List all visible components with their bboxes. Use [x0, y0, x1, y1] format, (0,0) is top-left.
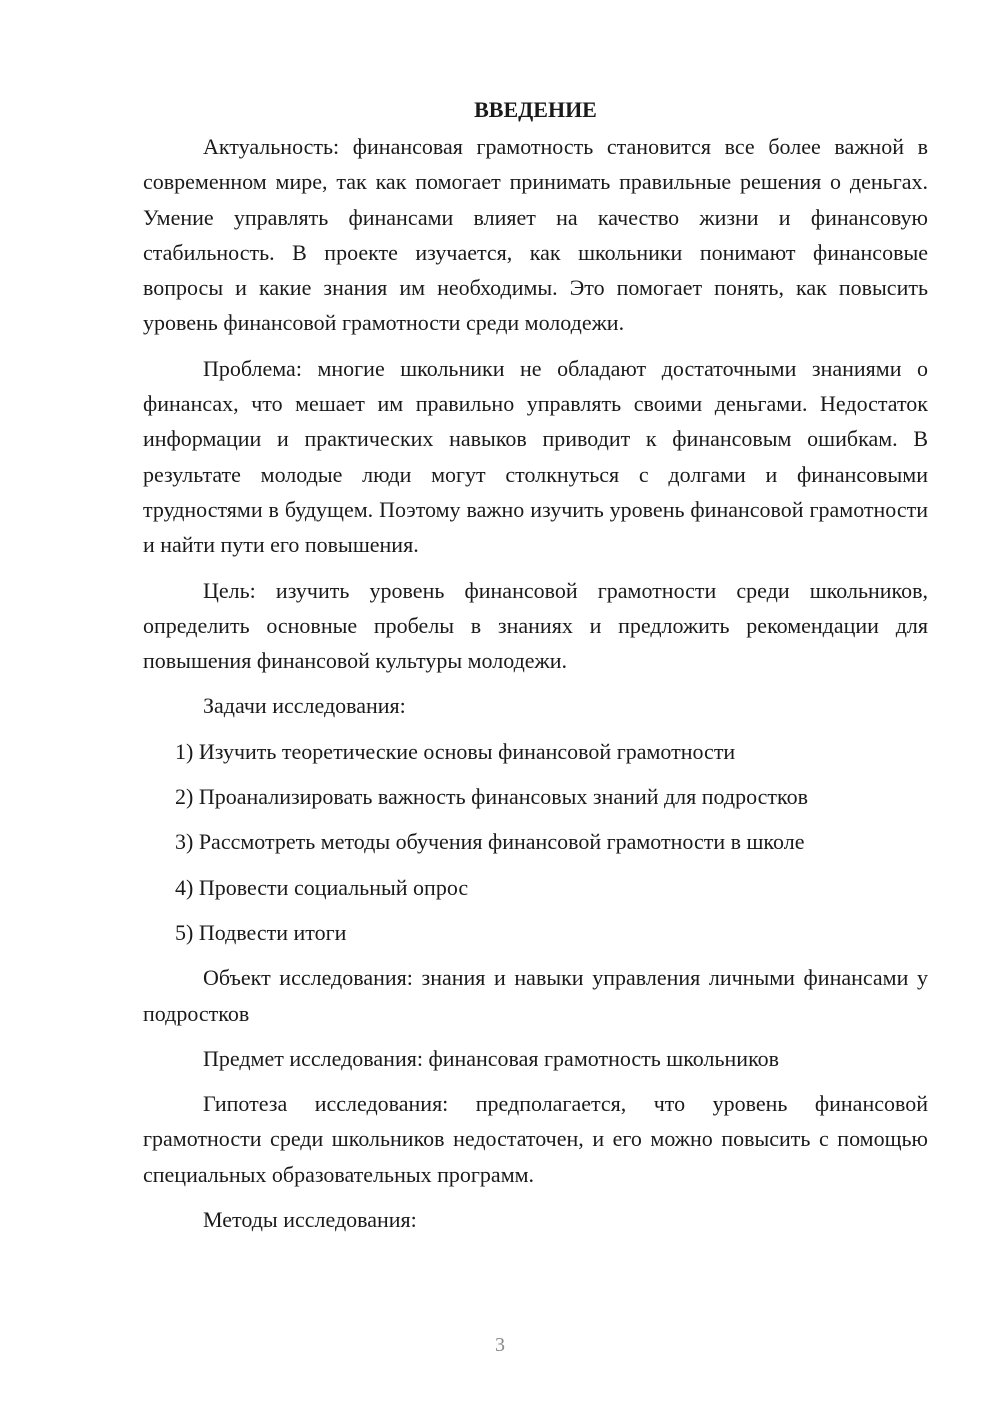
methods-heading: Методы исследования:	[203, 1207, 417, 1233]
section-title: ВВЕДЕНИЕ	[474, 97, 597, 122]
hypothesis-paragraph: Гипотеза исследования: предполагается, что уровень финансовой грамотности среди школьников недостаточен, и его можно повысить с помощью специальных образовательных программ.	[143, 1091, 928, 1187]
list-item: 5) Подвести итоги	[175, 919, 347, 945]
relevance-paragraph: Актуальность: финансовая грамотность становится все более важной в современном мире, так как помогает принимать правильные решения о деньгах. Умение управлять финансами влияет на качество жизни и финансовую стабильность. В проекте изучается, как школьники понимают финансовые вопросы и какие знания им необходимы. Это помогает понять, как повысить уровень финансовой грамотности среди молодежи.	[143, 134, 928, 336]
problem-paragraph: Проблема: многие школьники не обладают достаточными знаниями о финансах, что мешает им правильно управлять своими деньгами. Недостаток информации и практических навыков приводит к финансовым ошибкам. В результате молодые люди могут столкнуться с долгами и финансовыми трудностями в будущем. Поэтому важно изучить уровень финансовой грамотности и найти пути его повышения.	[143, 355, 928, 558]
document-page	[143, 95, 928, 1247]
list-item: 4) Провести социальный опрос	[175, 874, 469, 900]
tasks-list	[143, 734, 928, 950]
subject-paragraph: Предмет исследования: финансовая грамотность школьников	[203, 1045, 780, 1071]
page-number: 3	[495, 1334, 505, 1356]
tasks-heading: Задачи исследования:	[203, 693, 406, 719]
list-item: 3) Рассмотреть методы обучения финансовой грамотности в школе	[175, 829, 805, 855]
goal-paragraph: Цель: изучить уровень финансовой грамотности среди школьников, определить основные пробелы в знаниях и предложить рекомендации для повышения финансовой культуры молодежи.	[143, 577, 928, 674]
list-item: 2) Проанализировать важность финансовых знаний для подростков	[175, 784, 808, 810]
object-paragraph: Объект исследования: знания и навыки управления личными финансами у подростков	[143, 965, 928, 1026]
list-item: 1) Изучить теоретические основы финансовой грамотности	[175, 738, 736, 764]
